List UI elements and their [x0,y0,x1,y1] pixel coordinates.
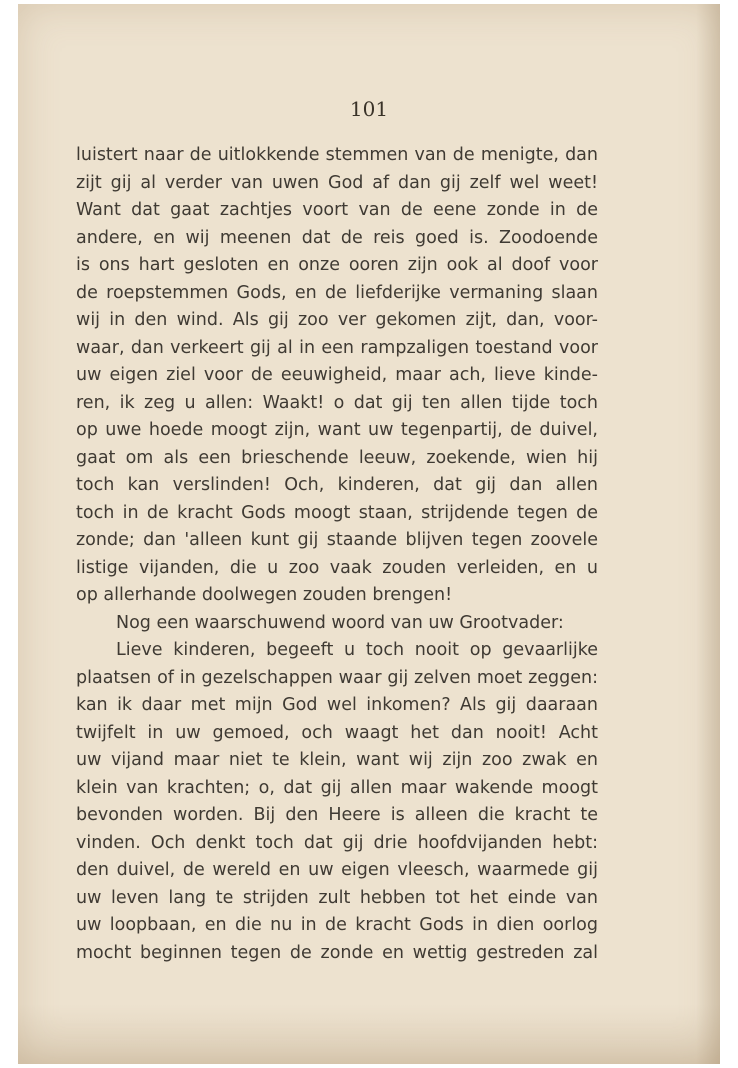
text-line: zijt gij al verder van uwen God af dan gij zelf wel weet! [76,172,598,193]
page-bottom-shadow [18,1004,720,1064]
text-line: uw vijand maar niet te klein, want wij zijn zoo zwak en [76,750,598,770]
paragraph-start-line: Lieve kinderen, begeeft u toch nooit op gevaarlijke [116,640,598,660]
text-line: wij in den wind. Als gij zoo ver gekomen zijt, dan, voor- [76,310,598,330]
page-edge-shadow [696,4,720,1064]
text-line: is ons hart gesloten en onze ooren zijn ook al doof voor [76,255,598,275]
text-line: toch kan verslinden! Och, kinderen, dat gij dan allen [76,475,598,495]
text-line: uw loopbaan, en die nu in de kracht Gods in dien oorlog [76,915,598,935]
text-line: ren, ik zeg u allen: Waakt! o dat gij ten allen tijde toch [76,392,598,413]
text-line: bevonden worden. Bij den Heere is alleen die kracht te [76,805,598,825]
text-line: plaatsen of in gezelschappen waar gij zelven moet zeggen: [76,667,598,688]
text-line: op uwe hoede moogt zijn, want uw tegenpartij, de duivel, [76,420,598,440]
text-line: den duivel, de wereld en uw eigen vleesch, waarmede gij [76,860,598,880]
text-line: uw eigen ziel voor de eeuwigheid, maar ach, lieve kinde- [76,365,598,385]
text-line: luistert naar de uitlokkende stemmen van de menigte, dan [76,145,598,165]
paragraph-line: Nog een waarschuwend woord van uw Grootvader: [116,612,564,633]
text-line: Want dat gaat zachtjes voort van de eene zonde in de [76,200,598,220]
text-line: listige vijanden, die u zoo vaak zouden verleiden, en u [76,557,598,578]
text-line: uw leven lang te strijden zult hebben tot het einde van [76,887,598,908]
text-line: toch in de kracht Gods moogt staan, strijdende tegen de [76,502,598,523]
text-line: mocht beginnen tegen de zonde en wettig gestreden zal [76,942,598,963]
paragraph-end-line: op allerhande doolwegen zouden brengen! [76,585,453,605]
page-number: 101 [349,97,389,121]
text-line: klein van krachten; o, dat gij allen maar wakende moogt [76,777,598,798]
text-line: gaat om als een brieschende leeuw, zoekende, wien hij [76,447,598,468]
text-line: twijfelt in uw gemoed, och waagt het dan nooit! Acht [76,722,598,743]
body-text [76,142,598,967]
text-line: zonde; dan 'alleen kunt gij staande blijven tegen zoovele [76,530,598,550]
book-page [18,4,720,1064]
text-line: andere, en wij meenen dat de reis goed is. Zoodoende [76,227,598,248]
text-line: waar, dan verkeert gij al in een rampzaligen toestand voor [76,337,598,358]
text-line: vinden. Och denkt toch dat gij drie hoofdvijanden hebt: [76,832,598,853]
text-line: de roepstemmen Gods, en de liefderijke vermaning slaan [76,282,598,303]
text-line: kan ik daar met mijn God wel inkomen? Als gij daaraan [76,695,598,715]
